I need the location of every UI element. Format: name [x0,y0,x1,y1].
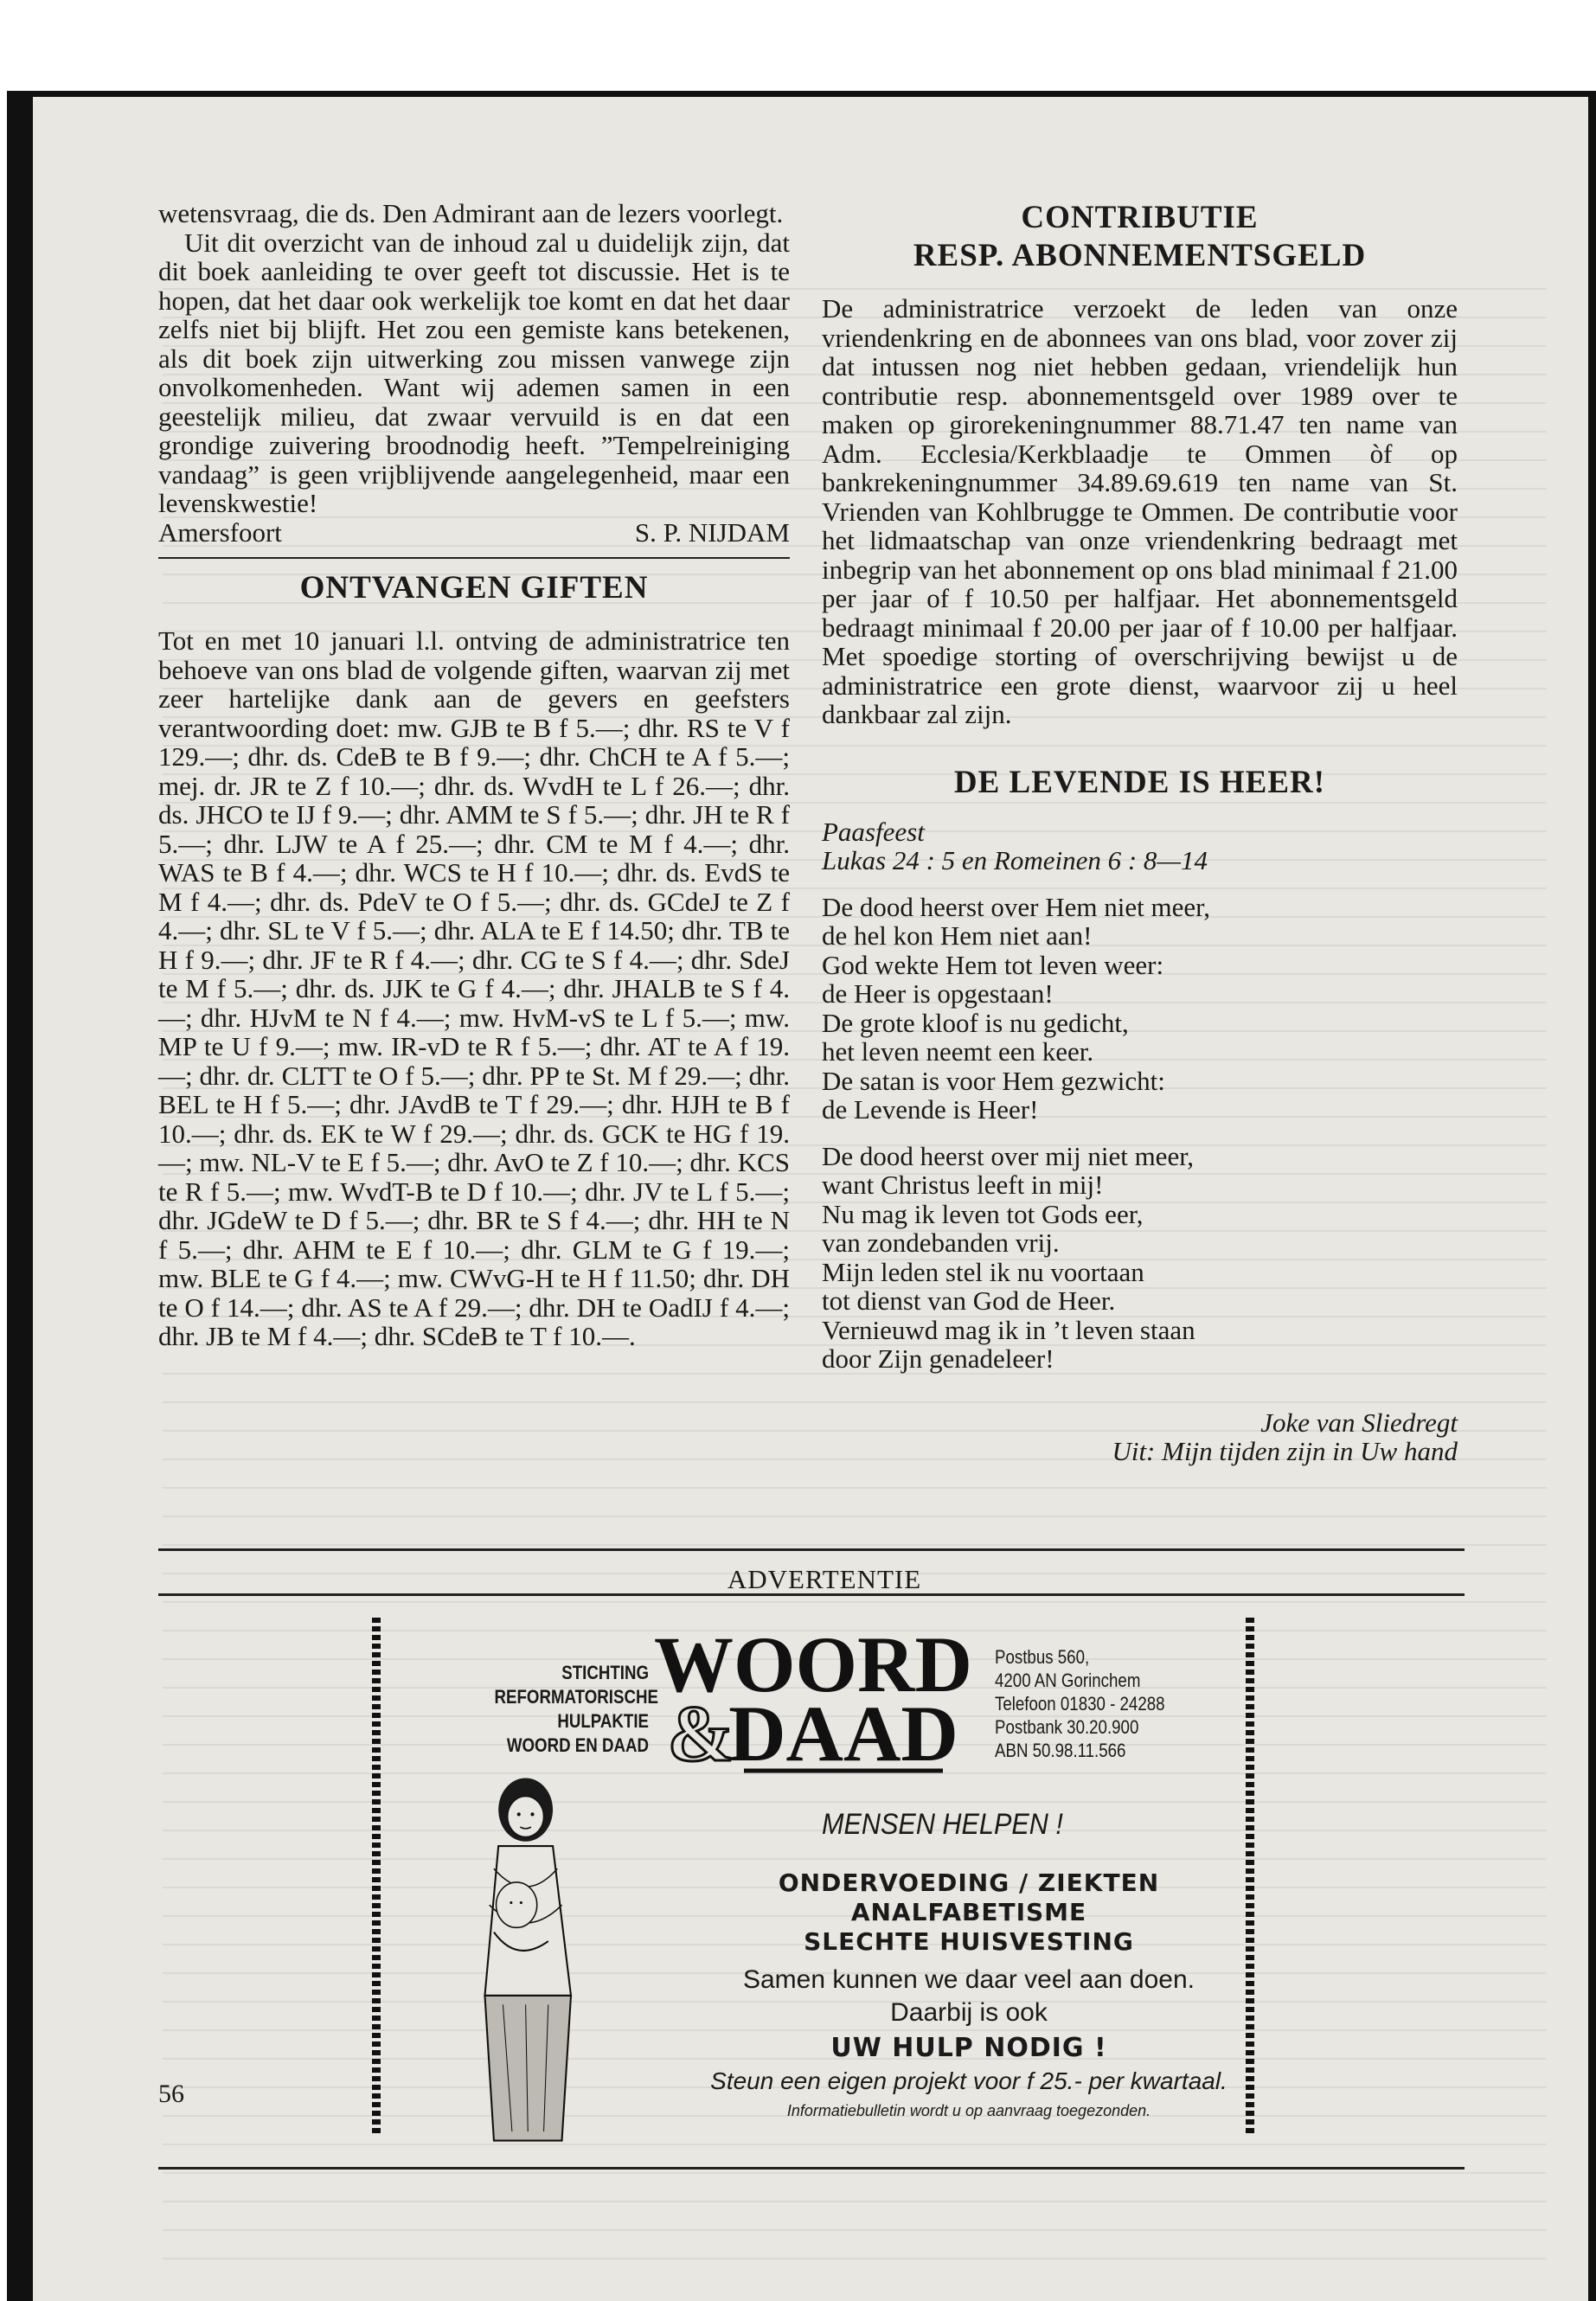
section-divider [158,557,790,559]
advert-rule-bottom [158,2167,1465,2170]
advert-label: ADVERTENTIE [727,1564,922,1594]
logo-ampersand: & [667,1689,734,1778]
appeal-line: Samen kunnen we daar veel aan doen. [742,1965,1195,1994]
logo-word-woord: WOORD [654,1620,972,1708]
woord-en-daad-logo [654,1620,972,1778]
advert-border-left [372,1618,381,2137]
advertisement [372,1609,1272,2163]
poem-reference: Lukas 24 : 5 en Romeinen 6 : 8—14 [822,845,1208,875]
top-margin [0,0,1596,91]
poem-line: tot dienst van God de Heer. [822,1285,1116,1316]
contrib-text: De administratrice verzoekt de leden van onze vriendenkring en de abonnees van ons blad, voor zover zij dat intussen nog niet hebben gedaan, vriendelijk hun contributie resp. abonnementsgeld over 1989 over te maken op girorekeningnummer 88.71.47 ten name van Adm. Ecclesia/Kerkblaadje te Ommen òf op bankrekeningnummer 34.89.69.619 ten name van St. Vrienden van Kohlbrugge te Ommen. De contributie voor het lidmaatschap van onze vriendenkring bedraagt met inbegrip van het abonnement op ons blad minimaal f 21.00 per jaar of f 10.50 per halfjaar. Het abonnementsgeld bedraagt minimaal f 20.00 per jaar of f 10.00 per halfjaar. Met spoedige storting of overschrijving bewijst u de administratrice een grote dienst, waarvoor zij u heel dankbaar zal zijn. [822,293,1458,729]
poem-line: Nu mag ik leven tot Gods eer, [822,1198,1144,1229]
signature-line [158,518,790,548]
review-paragraph: Uit dit overzicht van de inhoud zal u duidelijk zijn, dat dit boek aanleiding te over geeft tot discussie. Het is te hopen, dat het daar ook werkelijk toe komt en dat het daar zelfs niet bij blijft. Het zou een gemiste kans betekenen, als dit boek zijn uitwerking zou missen vanwege zijn onvolkomenheden. Want wij ademen samen in een geestelijk milieu, dat zwaar vervuild is en dat een grondige zuivering broodnodig heeft. ”Tempelreiniging vandaag” is geen vrijblijvende aangelegenheid, maar een levenskwestie! [158,227,790,518]
poem-line: de hel kon Hem niet aan! [822,920,1093,951]
left-column [158,199,790,1351]
logo-word-daad: DAAD [728,1689,958,1778]
poem-subtitle: Paasfeest [822,816,925,847]
poem-author: Joke van Sliedregt [1260,1407,1458,1438]
poem-line: De dood heerst over mij niet meer, [822,1140,1195,1171]
giften-heading: ONTVANGEN GIFTEN [299,570,649,606]
org-line: REFORMATORISCHE [494,1686,658,1708]
poem-line: God wekte Hem tot leven weer: [822,949,1164,980]
poem-heading: DE LEVENDE IS HEER! [953,764,1326,800]
poem-line: Mijn leden stel ik nu voortaan [822,1256,1144,1287]
poem-line: door Zijn genadeleer! [822,1343,1054,1374]
org-line: WOORD EN DAAD [506,1734,649,1756]
need-line: SLECHTE HUISVESTING [804,1927,1134,1956]
poem-stanza-1 [822,893,1458,1125]
child-carrying-baby-illustration [415,1769,631,2150]
contact-line: 4200 AN Gorinchem [995,1670,1141,1691]
help-needed: UW HULP NODIG ! [830,2033,1107,2063]
poem-stanza-2 [822,1142,1458,1374]
poem-line: de Levende is Heer! [822,1094,1039,1125]
poem-line: De grote kloof is nu gedicht, [822,1007,1129,1038]
poem-line: van zondebanden vrij. [822,1227,1060,1258]
contact-block [995,1645,1179,1762]
org-line: HULPAKTIE [557,1710,649,1732]
org-line: STICHTING [561,1662,649,1683]
contact-line: Telefoon 01830 - 24288 [995,1693,1165,1715]
contact-line: Postbus 560, [995,1646,1090,1668]
info-bulletin: Informatiebulletin wordt u op aanvraag toegezonden. [786,2102,1151,2119]
right-column [822,199,1458,1466]
poem-line: De dood heerst over Hem niet meer, [822,891,1210,922]
advert-rule-top [158,1548,1465,1551]
project-support: Steun een eigen projekt voor f 25.- per kwartaal. [710,2067,1227,2094]
contrib-heading-1: CONTRIBUTIE [1021,200,1259,235]
intro-text: wetensvraag, die ds. Den Admirant aan de lezers voorlegt. [158,198,784,228]
appeal-text [701,1964,1237,2029]
org-name [494,1661,658,1758]
slogan: MENSEN HELPEN ! [822,1808,1063,1841]
contact-line: ABN 50.98.11.566 [995,1740,1126,1761]
advert-rule-label [158,1593,1465,1596]
contrib-heading-2: RESP. ABONNEMENTSGELD [913,238,1367,273]
poem-source: Uit: Mijn tijden zijn in Uw hand [1112,1436,1458,1466]
poem-line: de Heer is opgestaan! [822,978,1054,1009]
contact-line: Postbank 30.20.900 [995,1716,1139,1738]
need-line: ONDERVOEDING / ZIEKTEN [778,1868,1160,1897]
need-line: ANALFABETISME [850,1898,1087,1926]
poem-line: De satan is voor Hem gezwicht: [822,1065,1165,1096]
place: Amersfoort [158,516,282,548]
poem-line: Vernieuwd mag ik in ’t leven staan [822,1314,1195,1345]
advert-border-right [1246,1618,1254,2137]
giften-text: Tot en met 10 januari l.l. ontving de administratrice ten behoeve van ons blad de volgende giften, waarvan zij met zeer hartelijke dank aan de gevers en geefsters verantwoording doet: mw. GJB te B f 5.—; dhr. RS te V f 129.—; dhr. ds. CdeB te B f 9.—; dhr. ChCH te A f 5.—; mej. dr. JR te Z f 10.—; dhr. ds. WvdH te L f 26.—; dhr. ds. JHCO te IJ f 9.—; dhr. AMM te S f 5.—; dhr. JH te R f 5.—; dhr. LJW te A f 25.—; dhr. CM te M f 4.—; dhr. WAS te B f 4.—; dhr. WCS te H f 10.—; dhr. ds. EvdS te M f 4.—; dhr. ds. PdeV te O f 5.—; dhr. ds. GCdeJ te Z f 4.—; dhr. SL te V f 5.—; dhr. ALA te E f 14.50; dhr. TB te H f 9.—; dhr. JF te R f 4.—; dhr. CG te S f 4.—; dhr. SdeJ te M f 5.—; dhr. ds. JJK te G f 4.—; dhr. JHALB te S f 4.—; dhr. HJvM te N f 4.—; mw. HvM-vS te L f 5.—; mw. MP te U f 9.—; mw. IR-vD te R f 5.—; dhr. AT te A f 19.—; dhr. dr. CLTT te O f 5.—; dhr. PP te St. M f 29.—; dhr. BEL te H f 5.—; dhr. JAvdB te T f 29.—; dhr. HJH te B f 10.—; dhr. ds. EK te W f 29.—; dhr. ds. GCK te HG f 19.—; mw. NL-V te E f 5.—; dhr. AvO te Z f 10.—; dhr. KCS te R f 5.—; mw. WvdT-B te D f 10.—; dhr. JV te L f 5.—; dhr. JGdeW te D f 5.—; dhr. BR te S f 4.—; dhr. HH te N f 5.—; dhr. AHM te E f 10.—; dhr. GLM te G f 19.—; mw. BLE te G f 4.—; mw. CWvG-H te H f 11.50; dhr. DH te O f 14.—; dhr. AS te A f 29.—; dhr. DH te OadIJ f 4.—; dhr. JB te M f 4.—; dhr. SCdeB te T f 10.—. [158,625,790,1351]
author: S. P. NIJDAM [634,516,790,548]
poem-line: want Christus leeft in mij! [822,1170,1104,1200]
needs-list [701,1868,1237,1957]
page-number: 56 [158,2080,184,2108]
appeal-line: Daarbij is ook [890,1998,1048,2027]
poem-line: het leven neemt een keer. [822,1036,1094,1067]
